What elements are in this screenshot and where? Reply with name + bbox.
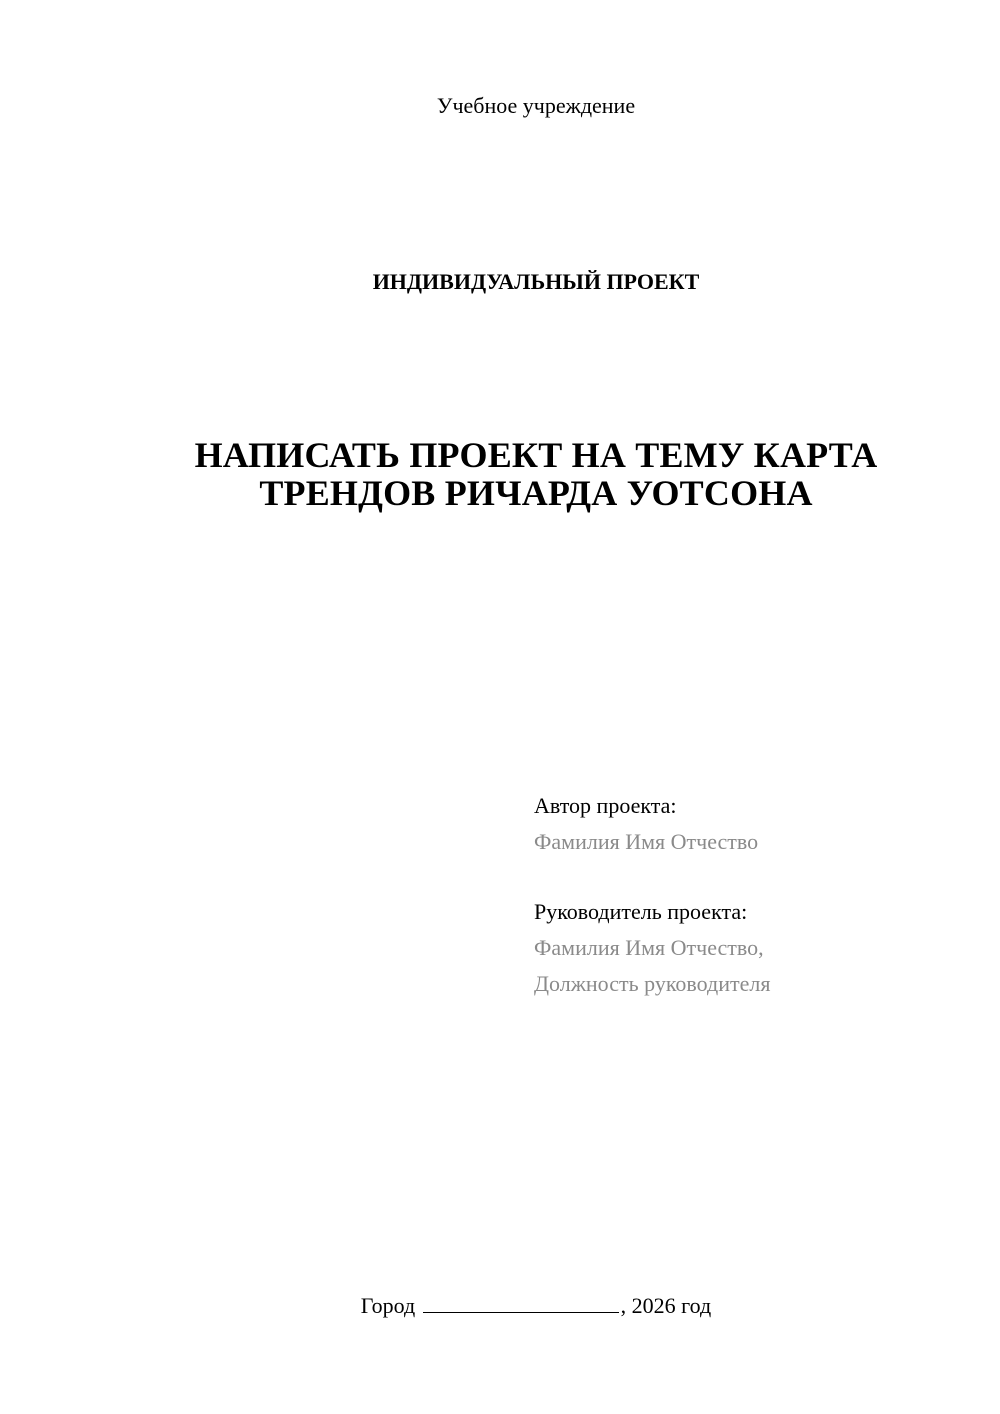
project-info-block [534, 788, 974, 1002]
project-title-line-1: НАПИСАТЬ ПРОЕКТ НА ТЕМУ КАРТА [194, 435, 878, 475]
info-spacer [534, 860, 974, 894]
author-label: Автор проекта: [534, 793, 677, 818]
project-title [0, 436, 1000, 512]
city-blank-line [423, 1292, 619, 1313]
project-title-line-2: ТРЕНДОВ РИЧАРДА УОТСОНА [259, 473, 813, 513]
institution-name: Учебное учреждение [436, 93, 636, 118]
year-text: , 2026 год [620, 1293, 712, 1318]
city-label: Город [360, 1293, 416, 1318]
document-type: ИНДИВИДУАЛЬНЫЙ ПРОЕКТ [372, 269, 700, 294]
author-name-placeholder: Фамилия Имя Отчество [534, 829, 759, 854]
supervisor-position-placeholder: Должность руководителя [534, 971, 771, 996]
supervisor-name-placeholder: Фамилия Имя Отчество, [534, 935, 764, 960]
footer-city-year [0, 1292, 1000, 1320]
supervisor-label: Руководитель проекта: [534, 899, 748, 924]
